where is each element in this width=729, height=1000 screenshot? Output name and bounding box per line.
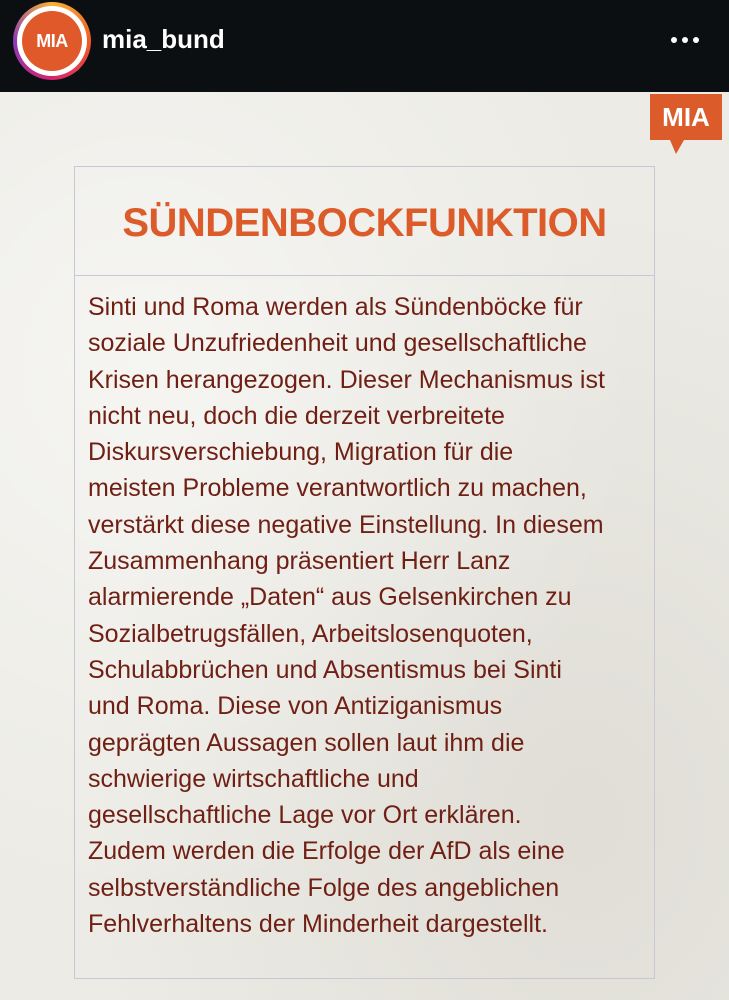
more-horizontal-icon-dot (693, 37, 699, 43)
body-text-line: Schulabbrüchen und Absentismus bei Sinti (88, 655, 562, 684)
page-title: SÜNDENBOCKFUNKTION (122, 201, 607, 245)
body-text-line: Zudem werden die Erfolge der AfD als eine (88, 837, 565, 866)
post-header (0, 0, 729, 92)
body-text-line: Zusammenhang präsentiert Herr Lanz (88, 547, 511, 576)
avatar-logo (22, 11, 82, 71)
more-options-button[interactable] (660, 22, 710, 58)
more-horizontal-icon (671, 37, 677, 43)
body-text-line: gesellschaftliche Lage vor Ort erklären. (88, 801, 522, 830)
body-text-line: schwierige wirtschaftliche und (88, 764, 419, 793)
body-text-line: Krisen herangezogen. Dieser Mechanismus ist (88, 365, 605, 394)
body-text-line: selbstverständliche Folge des angeblichen (88, 873, 560, 902)
mia-logo-text: MIA (662, 102, 710, 132)
content-card (74, 166, 655, 979)
more-horizontal-icon-dot (682, 37, 688, 43)
avatar[interactable] (13, 2, 91, 80)
body-text-line: verstärkt diese negative Einstellung. In diesem (88, 510, 604, 539)
body-text-line: Diskursverschiebung, Migration für die (88, 438, 514, 467)
card-body-text (88, 289, 648, 942)
body-text-line: geprägten Aussagen sollen laut ihm die (88, 728, 525, 757)
body-text-line: alarmierende „Daten“ aus Gelsenkirchen zu (88, 583, 572, 612)
body-text-line: Sinti und Roma werden als Sündenböcke für (88, 293, 583, 321)
body-text-line: soziale Unzufriedenheit und gesellschaftliche (88, 329, 587, 358)
body-text-line: Sozialbetrugsfällen, Arbeitslosenquoten, (88, 619, 533, 648)
body-text-line: meisten Probleme verantwortlich zu machen, (88, 474, 587, 503)
post-image (0, 92, 729, 1000)
username-link[interactable]: mia_bund (102, 24, 225, 54)
avatar-border (17, 6, 87, 76)
body-text-line: nicht neu, doch die derzeit verbreitete (88, 401, 505, 430)
body-text-line: Fehlverhaltens der Minderheit dargestellt. (88, 910, 548, 939)
body-text-line: und Roma. Diese von Antiziganismus (88, 692, 503, 721)
card-header (75, 167, 654, 276)
mia-logo-icon (650, 94, 722, 156)
avatar-text: MIA (36, 30, 68, 51)
